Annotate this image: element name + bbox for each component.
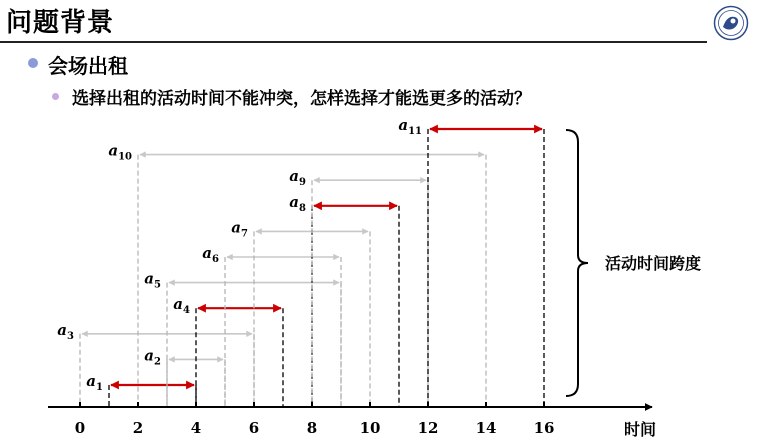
slide-title: 问题背景	[6, 8, 115, 38]
axis-tick-label: 2	[132, 419, 144, 437]
axis-label: 时间	[623, 420, 657, 439]
sub-bullet-question: 选择出租的活动时间不能冲突，怎样选择才能选更多的活动？	[72, 89, 531, 109]
activity-label: $a_5$	[144, 269, 161, 291]
activity-label: $a_{11}$	[398, 116, 422, 137]
axis-tick-label: 6	[248, 419, 260, 437]
activity-label: $a_{10}$	[108, 141, 132, 163]
activity-label: $a_9$	[289, 167, 306, 189]
axis-tick-label: 16	[533, 419, 555, 437]
span-brace	[566, 130, 588, 396]
activity-label: $a_6$	[202, 244, 219, 265]
axis-tick-label: 0	[74, 419, 86, 437]
brace-label: 活动时间跨度	[605, 254, 702, 273]
activity-label: $a_2$	[144, 346, 161, 368]
axis-tick-label: 8	[306, 419, 318, 437]
bullet-venue-rental: 会场出租	[48, 54, 128, 78]
activity-label: $a_7$	[231, 218, 248, 240]
activity-label: $a_8$	[289, 192, 306, 214]
activity-label: $a_3$	[57, 320, 74, 342]
axis-tick-label: 14	[475, 419, 497, 437]
activity-label: $a_4$	[173, 295, 190, 317]
axis-tick-label: 4	[190, 419, 202, 437]
axis-tick-label: 10	[359, 419, 381, 437]
activity-label: $a_1$	[86, 372, 103, 393]
axis-tick-label: 12	[417, 419, 439, 437]
